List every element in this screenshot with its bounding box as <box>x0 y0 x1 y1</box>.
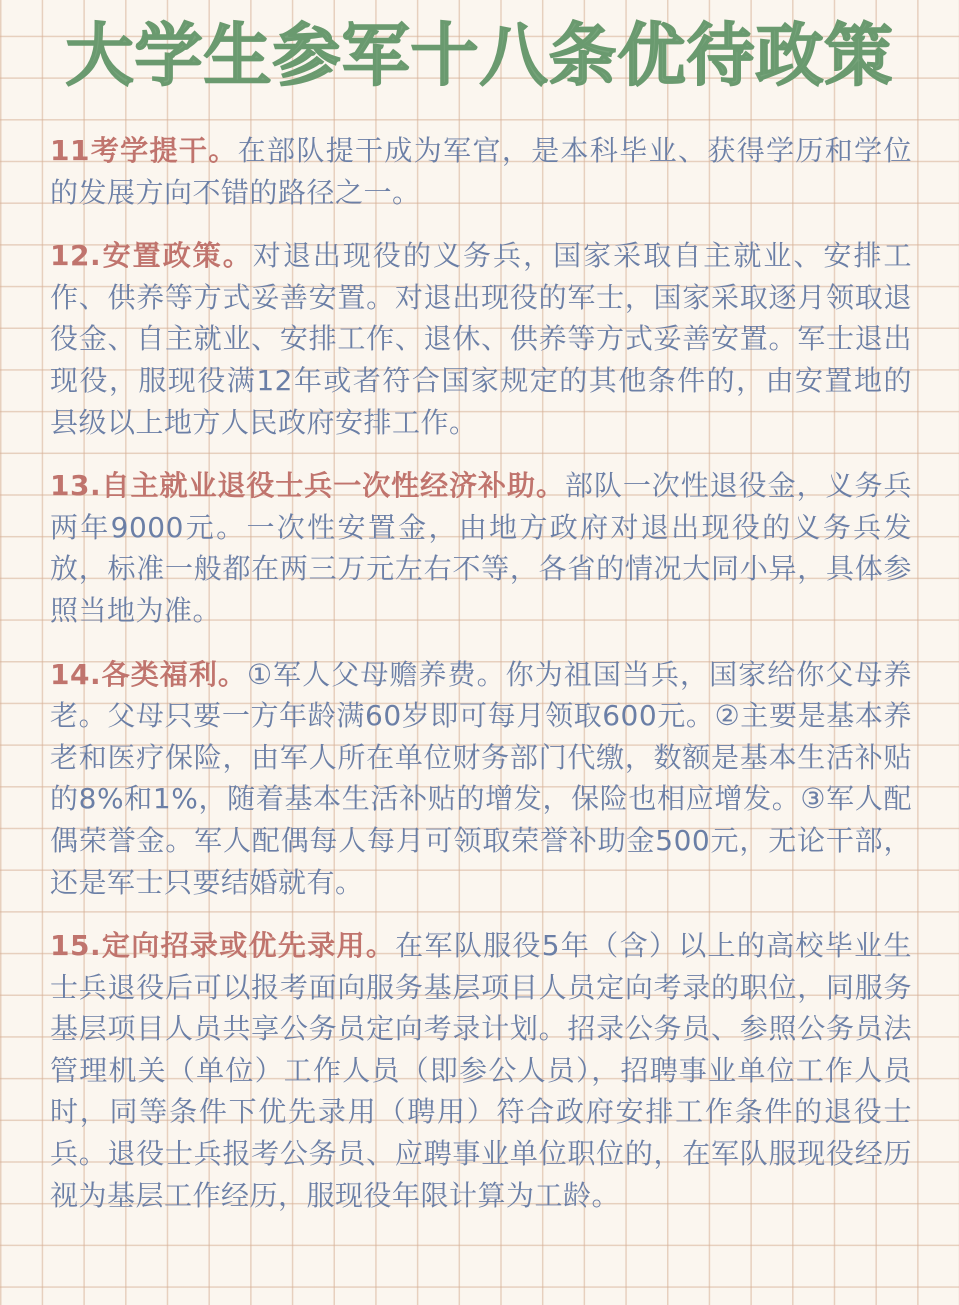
policy-item-11 <box>50 130 912 213</box>
policy-body: ①军人父母赡养费。你为祖国当兵，国家给你父母养老。父母只要一方年龄满60岁即可每月领取600元。②主要是基本养老和医疗保险，由军人所在单位财务部门代缴，数额是基本生活补贴的8%和1%，随着基本生活补贴的增发，保险也相应增发。③军人配偶荣誉金。军人配偶每人每月可领取荣誉补助金500元，无论干部，还是军士只要结婚就有。 <box>50 657 912 899</box>
policy-body: 部队一次性退役金，义务兵两年9000元。一次性安置金，由地方政府对退出现役的义务兵发放，标准一般都在两三万元左右不等，各省的情况大同小异，具体参照当地为准。 <box>50 469 912 627</box>
policy-item-15 <box>50 925 912 1216</box>
policy-item-13 <box>50 465 912 631</box>
policy-heading: 13.自主就业退役士兵一次性经济补助。 <box>50 469 565 503</box>
policy-item-12 <box>50 235 912 443</box>
policy-item-14 <box>50 654 912 904</box>
policy-list <box>50 130 912 1238</box>
policy-heading: 12.安置政策。 <box>50 239 253 273</box>
page-title: 大学生参军十八条优待政策 <box>65 17 894 96</box>
policy-heading: 14.各类福利。 <box>50 657 247 691</box>
policy-body: 在军队服役5年（含）以上的高校毕业生士兵退役后可以报考面向服务基层项目人员定向考录的职位，同服务基层项目人员共享公务员定向考录计划。招录公务员、参照公务员法管理机关（单位）工作人员（即参公人员），招聘事业单位工作人员时，同等条件下优先录用（聘用）符合政府安排工作条件的退役士兵。退役士兵报考公务员、应聘事业单位职位的，在军队服现役经历视为基层工作经历，服现役年限计算为工龄。 <box>50 929 912 1212</box>
policy-body: 对退出现役的义务兵，国家采取自主就业、安排工作、供养等方式妥善安置。对退出现役的军士，国家采取逐月领取退役金、自主就业、安排工作、退休、供养等方式妥善安置。军士退出现役，服现役满12年或者符合国家规定的其他条件的，由安置地的县级以上地方人民政府安排工作。 <box>50 239 912 439</box>
policy-heading: 11考学提干。 <box>50 134 238 167</box>
policy-heading: 15.定向招录或优先录用。 <box>50 929 396 963</box>
policy-body: 在部队提干成为军官，是本科毕业、获得学历和学位的发展方向不错的路径之一。 <box>50 134 912 209</box>
